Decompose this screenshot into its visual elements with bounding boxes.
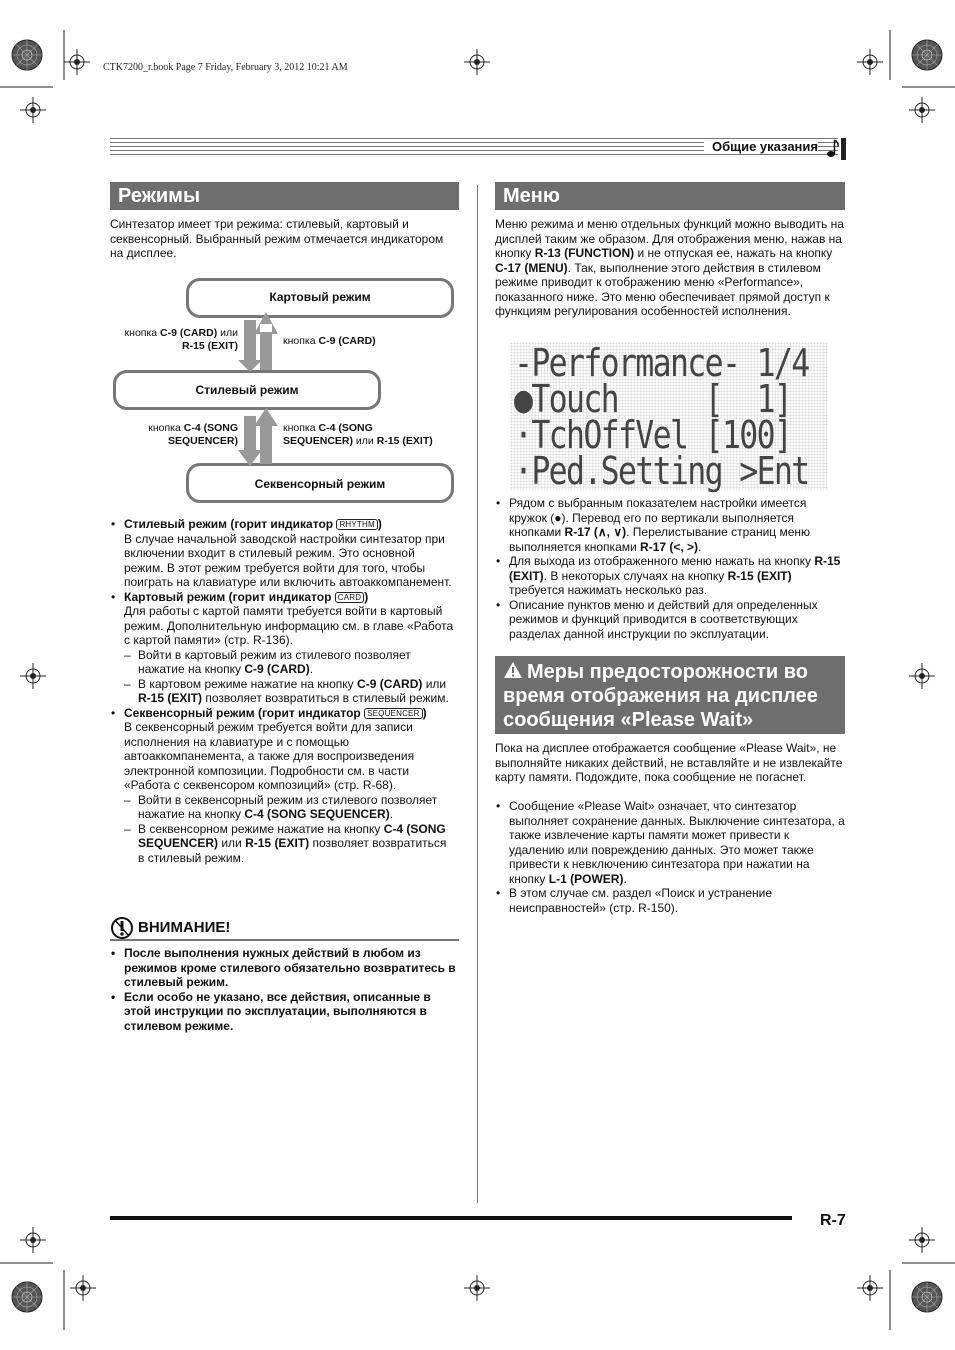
caution-rule: [110, 939, 459, 941]
print-info: CTK7200_r.book Page 7 Friday, February 3, 2012 10:21 AM: [103, 62, 348, 73]
footer-rule: [110, 1216, 792, 1220]
lcd-row-1: -Performance- 1/4: [514, 341, 809, 385]
label-style-to-seq: кнопка C-4 (SONG SEQUENCER): [148, 422, 238, 447]
style-mode-box: Стилевый режим: [113, 370, 381, 410]
section-title-modes: Режимы: [110, 182, 459, 210]
lcd-row-2: ●Touch [ 1]: [514, 377, 792, 421]
caution-title: ВНИМАНИЕ!: [138, 919, 231, 936]
label-card-to-style: кнопка C-9 (CARD): [283, 335, 376, 347]
column-divider: [477, 185, 478, 1203]
menu-intro: Меню режима и меню отдельных функций можно выводить на дисплей таким же образом. Для отображения меню, нажав на кнопку R-13 (FUNCTION) и не отпуская ее, нажать на кнопку C-17 (MENU). Так, выполнение этого действия в стилевом режиме приводит к отображению меню «Performance», показанного ниже. Это меню обеспечивает прямой доступ к функциям регулирования особенностей исполнения.: [495, 217, 844, 318]
sequencer-indicator: SEQUENCER: [364, 708, 422, 719]
rhythm-indicator: RHYTHM: [336, 519, 377, 530]
seq-mode-item: • Секвенсорный режим (горит индикатор SEQUENCER ) В секвенсорный режим требуется войти для записи исполнения на клавиатуре и с помощью автоаккомпанемента, а также для воспроизведения электронной композиции. Подробности см. в части «Работа с секвенсором композиций» (стр. R-68).: [110, 706, 456, 793]
card-dash-1: – Войти в картовый режим из стилевого позволяет нажатие на кнопку C-9 (CARD).: [110, 648, 456, 677]
caution-list: [110, 946, 456, 1033]
lcd-row-3: ·TchOffVel [100]: [514, 413, 792, 457]
caution-item-2: • Если особо не указано, все действия, описанные в этой инструкции по эксплуатации, выполняются в стилевом режиме.: [110, 990, 456, 1034]
style-mode-item: • Стилевый режим (горит индикатор RHYTHM ) В случае начальной заводской настройки синтезатор при включении входит в стилевый режим. Это основной режим. В этот режим требуется войти для того, чтобы поиграть на клавиатуре или включить автоаккомпанемент.: [110, 517, 456, 590]
label-style-to-card: кнопка C-9 (CARD) или R-15 (EXIT): [124, 327, 238, 352]
section-title-please-wait: Меры предосторожности во время отображения на дисплее сообщения «Please Wait»: [495, 656, 845, 734]
label-seq-to-style: кнопка C-4 (SONG SEQUENCER) или R-15 (EXIT): [283, 422, 433, 447]
please-wait-notes: [495, 799, 845, 915]
mode-arrows: [238, 312, 278, 472]
page-number: R-7: [820, 1212, 846, 1229]
header-bar: [841, 138, 846, 160]
lcd-row-4: ·Ped.Setting >Ent: [514, 449, 809, 493]
section-title-menu: Меню: [495, 182, 845, 210]
seq-dash-2: – В секвенсорном режиме нажатие на кнопку C-4 (SONG SEQUENCER) или R-15 (EXIT) позволяет возвратиться в стилевый режим.: [110, 822, 456, 866]
card-indicator: CARD: [335, 592, 364, 603]
menu-note-1: • Рядом с выбранным показателем настройки имеется кружок (●). Перевод его по вертикали выполняется кнопками R-17 (∧, ∨). Перелистывание страниц меню выполняется кнопками R-17 (<, >).: [495, 496, 845, 554]
menu-note-2: • Для выхода из отображенного меню нажать на кнопку R-15 (EXIT). В некоторых случаях на кнопку R-15 (EXIT) требуется нажимать несколько раз.: [495, 554, 845, 598]
header-title: Общие указания: [704, 139, 818, 154]
warning-icon: [503, 661, 523, 679]
card-dash-2: – В картовом режиме нажатие на кнопку C-9 (CARD) или R-15 (EXIT) позволяет возвратиться в стилевый режим.: [110, 677, 456, 706]
please-wait-note-2: • В этом случае см. раздел «Поиск и устранение неисправностей» (стр. R-150).: [495, 886, 845, 915]
caution-icon: [110, 916, 134, 940]
please-wait-note-1: • Сообщение «Please Wait» означает, что синтезатор выполняет сохранение данных. Выключение синтезатора, а также извлечение карты памяти может привести к удалению или повреждению данных. Это может также привести к невключению синтезатора при нажатии на кнопку L-1 (POWER).: [495, 799, 845, 886]
seq-mode-box: Секвенсорный режим: [186, 463, 454, 503]
menu-note-3: • Описание пунктов меню и действий для определенных режимов и функций приводится в соответствующих разделах данной инструкции по эксплуатации.: [495, 598, 845, 642]
menu-notes: [495, 496, 845, 641]
modes-list: [110, 517, 456, 865]
modes-intro: Синтезатор имеет три режима: стилевый, картовый и секвенсорный. Выбранный режим отмечается индикатором на дисплее.: [110, 217, 444, 260]
caution-item-1: • После выполнения нужных действий в любом из режимов кроме стилевого обязательно возвратитесь в стилевый режим.: [110, 946, 456, 990]
please-wait-text: Пока на дисплее отображается сообщение «Please Wait», не выполняйте никаких действий, не вставляйте и не извлекайте карту памяти. Подождите, пока сообщение не погаснет.: [495, 741, 843, 784]
lcd-display: [510, 341, 828, 493]
card-mode-box: Картовый режим: [186, 278, 454, 318]
card-mode-item: • Картовый режим (горит индикатор CARD ) Для работы с картой памяти требуется войти в картовый режим. Дополнительную информацию см. в главе «Работа с картой памяти» (стр. R-136).: [110, 590, 456, 648]
seq-dash-1: – Войти в секвенсорный режим из стилевого позволяет нажатие на кнопку C-4 (SONG SEQUENCER).: [110, 793, 456, 822]
